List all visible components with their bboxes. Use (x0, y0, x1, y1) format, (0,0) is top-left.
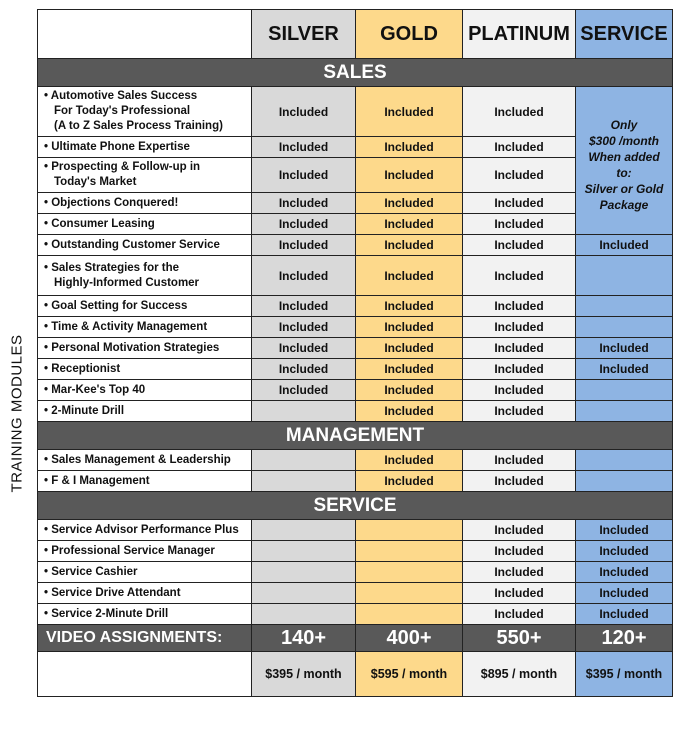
cell-silver (252, 541, 356, 562)
column-header-gold: GOLD (356, 10, 463, 59)
video-assignments-row (38, 625, 673, 652)
cell-silver: Included (252, 87, 356, 137)
cell-silver: Included (252, 256, 356, 296)
cell-service: Included (576, 520, 673, 541)
module-row (38, 562, 673, 583)
cell-platinum: Included (463, 359, 576, 380)
cell-silver: Included (252, 359, 356, 380)
price-platinum: $895 / month (463, 652, 576, 697)
module-name-line: • Service Drive Attendant (44, 586, 181, 599)
cell-gold: Included (356, 317, 463, 338)
cell-silver (252, 562, 356, 583)
cell-platinum: Included (463, 338, 576, 359)
cell-silver (252, 450, 356, 471)
price-gold: $595 / month (356, 652, 463, 697)
cell-service: Included (576, 359, 673, 380)
cell-gold (356, 520, 463, 541)
cell-silver (252, 583, 356, 604)
module-row (38, 256, 673, 296)
module-name (38, 359, 252, 380)
module-row (38, 471, 673, 492)
service-note-line: Only (610, 118, 638, 132)
module-row (38, 87, 673, 137)
service-note-line: $300 /month (588, 134, 660, 148)
cell-service (576, 401, 673, 422)
module-name-line: • Professional Service Manager (44, 544, 215, 557)
cell-platinum: Included (463, 296, 576, 317)
cell-platinum: Included (463, 87, 576, 137)
module-name-line: (A to Z Sales Process Training) (54, 120, 223, 132)
module-name-line: • Service 2-Minute Drill (44, 607, 169, 620)
cell-platinum: Included (463, 214, 576, 235)
column-header-platinum: PLATINUM (463, 10, 576, 59)
section-header-row (38, 422, 673, 450)
column-header-silver: SILVER (252, 10, 356, 59)
module-row (38, 541, 673, 562)
module-name-line: • Objections Conquered! (44, 196, 179, 209)
cell-gold: Included (356, 87, 463, 137)
cell-silver: Included (252, 317, 356, 338)
module-name-line: • Service Advisor Performance Plus (44, 523, 239, 536)
cell-service: Included (576, 541, 673, 562)
module-name (38, 158, 252, 193)
cell-silver: Included (252, 380, 356, 401)
cell-service (576, 450, 673, 471)
price-row (38, 652, 673, 697)
cell-platinum: Included (463, 583, 576, 604)
cell-service: Included (576, 583, 673, 604)
module-name-line: • Consumer Leasing (44, 217, 155, 230)
cell-service (576, 296, 673, 317)
module-name-line: • Outstanding Customer Service (44, 238, 220, 251)
module-name (38, 317, 252, 338)
cell-silver: Included (252, 158, 356, 193)
module-name (38, 562, 252, 583)
cell-platinum: Included (463, 604, 576, 625)
module-name (38, 583, 252, 604)
module-row (38, 450, 673, 471)
cell-gold: Included (356, 137, 463, 158)
cell-service (576, 256, 673, 296)
module-row (38, 401, 673, 422)
price-blank-cell (38, 652, 252, 697)
cell-gold: Included (356, 401, 463, 422)
cell-gold: Included (356, 193, 463, 214)
section-title: SALES (38, 59, 673, 87)
cell-silver: Included (252, 214, 356, 235)
module-name-line: • Sales Management & Leadership (44, 453, 231, 466)
cell-silver (252, 604, 356, 625)
module-name (38, 193, 252, 214)
module-name-line: • Ultimate Phone Expertise (44, 140, 190, 153)
cell-service: Included (576, 562, 673, 583)
cell-service: Included (576, 338, 673, 359)
cell-service (576, 317, 673, 338)
cell-platinum: Included (463, 541, 576, 562)
module-name-line: For Today's Professional (54, 105, 191, 117)
cell-platinum: Included (463, 235, 576, 256)
module-name (38, 450, 252, 471)
service-note-line: Package (599, 198, 649, 212)
video-count-silver: 140+ (252, 625, 356, 652)
training-modules-label (4, 322, 30, 504)
service-note-line: Silver or Gold (584, 182, 664, 196)
module-name (38, 235, 252, 256)
cell-silver (252, 401, 356, 422)
cell-silver: Included (252, 296, 356, 317)
cell-silver (252, 471, 356, 492)
module-row (38, 317, 673, 338)
module-name (38, 214, 252, 235)
cell-gold (356, 562, 463, 583)
cell-platinum: Included (463, 256, 576, 296)
module-name (38, 137, 252, 158)
module-name (38, 541, 252, 562)
cell-platinum: Included (463, 471, 576, 492)
video-assignments-label: VIDEO ASSIGNMENTS: (38, 625, 252, 652)
module-name (38, 256, 252, 296)
cell-gold (356, 604, 463, 625)
module-row (38, 235, 673, 256)
cell-platinum: Included (463, 137, 576, 158)
module-row (38, 604, 673, 625)
cell-gold: Included (356, 296, 463, 317)
cell-gold: Included (356, 158, 463, 193)
module-name-line: • F & I Management (44, 474, 150, 487)
module-row (38, 338, 673, 359)
module-row (38, 380, 673, 401)
module-name-line: • Time & Activity Management (44, 320, 208, 333)
module-name-line: • Goal Setting for Success (44, 299, 188, 312)
cell-silver (252, 520, 356, 541)
section-header-row (38, 492, 673, 520)
cell-service: Included (576, 235, 673, 256)
cell-gold: Included (356, 256, 463, 296)
cell-platinum: Included (463, 562, 576, 583)
cell-platinum: Included (463, 520, 576, 541)
cell-gold: Included (356, 380, 463, 401)
price-silver: $395 / month (252, 652, 356, 697)
module-name (38, 338, 252, 359)
cell-gold (356, 541, 463, 562)
pricing-table (37, 9, 673, 697)
module-name-line: • Receptionist (44, 362, 121, 375)
module-name-line: • Personal Motivation Strategies (44, 341, 220, 354)
cell-platinum: Included (463, 401, 576, 422)
cell-silver: Included (252, 137, 356, 158)
column-header-service: SERVICE (576, 10, 673, 59)
module-row (38, 359, 673, 380)
cell-service: Included (576, 604, 673, 625)
module-row (38, 296, 673, 317)
module-row (38, 583, 673, 604)
module-name (38, 604, 252, 625)
cell-gold: Included (356, 214, 463, 235)
module-name (38, 296, 252, 317)
module-row (38, 520, 673, 541)
section-header-row (38, 59, 673, 87)
cell-gold: Included (356, 235, 463, 256)
cell-platinum: Included (463, 380, 576, 401)
section-title: SERVICE (38, 492, 673, 520)
cell-gold: Included (356, 471, 463, 492)
cell-gold: Included (356, 338, 463, 359)
service-note-line: to: (616, 166, 632, 180)
service-note-line: When added (588, 150, 660, 164)
video-count-gold: 400+ (356, 625, 463, 652)
module-name-line: • Prospecting & Follow-up in (44, 161, 201, 173)
video-count-platinum: 550+ (463, 625, 576, 652)
cell-gold: Included (356, 450, 463, 471)
module-name (38, 471, 252, 492)
module-name-line: • Service Cashier (44, 565, 138, 578)
cell-service (576, 471, 673, 492)
cell-gold: Included (356, 359, 463, 380)
module-name (38, 380, 252, 401)
module-name-line: • 2-Minute Drill (44, 404, 125, 417)
module-name (38, 87, 252, 137)
module-name (38, 520, 252, 541)
cell-platinum: Included (463, 450, 576, 471)
section-title: MANAGEMENT (38, 422, 673, 450)
cell-platinum: Included (463, 317, 576, 338)
module-name-line: Today's Market (54, 176, 137, 188)
cell-silver: Included (252, 235, 356, 256)
cell-platinum: Included (463, 158, 576, 193)
cell-service (576, 380, 673, 401)
price-service: $395 / month (576, 652, 673, 697)
module-name-line: • Sales Strategies for the (44, 261, 180, 274)
video-count-service: 120+ (576, 625, 673, 652)
cell-silver: Included (252, 338, 356, 359)
cell-platinum: Included (463, 193, 576, 214)
module-name-line: • Mar-Kee's Top 40 (44, 383, 146, 396)
cell-silver: Included (252, 193, 356, 214)
header-row (38, 10, 673, 59)
side-label-text: TRAINING MODULES (8, 333, 26, 493)
cell-gold (356, 583, 463, 604)
header-blank-cell (38, 10, 252, 59)
module-name-line: Highly-Informed Customer (54, 276, 200, 289)
module-name-line: • Automotive Sales Success (44, 90, 198, 102)
service-addon-note (576, 87, 673, 235)
module-name (38, 401, 252, 422)
